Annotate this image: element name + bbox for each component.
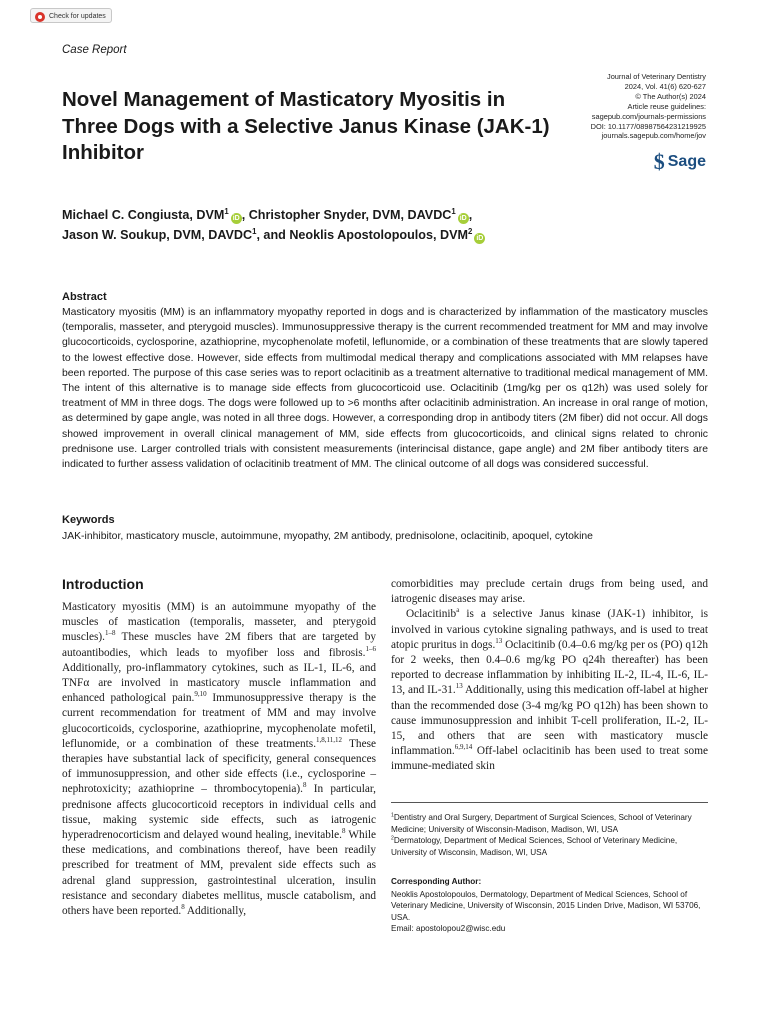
journal-citation: 2024, Vol. 41(6) 620-627 — [624, 81, 706, 91]
orcid-icon[interactable]: iD — [459, 215, 467, 222]
corresponding-author-email[interactable]: Email: apostolopou2@wisc.edu — [391, 924, 506, 934]
check-for-updates-label: Check for updates — [49, 13, 106, 20]
footnote-divider — [391, 802, 708, 803]
citation-superscript[interactable]: 8 — [302, 781, 307, 790]
author-name: Michael C. Congiusta, DVM — [62, 208, 225, 222]
permissions-link[interactable]: sagepub.com/journals-permissions — [591, 111, 706, 121]
introduction-right-column — [391, 577, 708, 775]
orcid-icon[interactable]: iD — [232, 215, 240, 222]
citation-superscript[interactable]: 9,10 — [194, 690, 207, 699]
journal-info — [591, 72, 706, 141]
affiliation-number: 2 — [391, 835, 394, 842]
corresponding-author-details — [391, 889, 708, 935]
affiliations — [391, 812, 708, 858]
publisher-logo — [654, 151, 706, 173]
journal-home-link[interactable]: journals.sagepub.com/home/jov — [601, 131, 706, 141]
citation-superscript[interactable]: 8 — [181, 903, 185, 912]
author-affiliation-marker: 1 — [224, 206, 229, 216]
journal-name: Journal of Veterinary Dentistry — [607, 72, 706, 81]
author-separator: , — [468, 208, 473, 222]
intro-paragraph-oclacitinib: Oclacitinib$^a$ is a selective Janus kinase (JAK-1) inhibitor, is involved in various cytokine signaling pathways, and is used to treat atopic pruritus in dogs.$^{13}$ Oclacitinib (0.4–0.6 mg/kg per os (PO) q12h for 2 weeks, then 0.4–0.6 mg/kg PO q24h thereafter) has been reported to decrease inflammation by inhibiting IL-2, IL-4, IL-6, IL-13, and IL-31.13 Additionally, using this medication off-label at higher than the recommended dose (3-4 mg/kg PO q12h) has been shown to cause immunosuppression and inhibit T-cell proliferation, IL-2, IL-15, and others that are seen with masticatory muscle inflammation.$^{6,9,14}$ Off-label oclacitinib has been used to treat some immune-mediated skin — [391, 606, 708, 773]
affiliation-item — [391, 835, 708, 858]
citation-superscript[interactable]: 13 — [495, 637, 503, 646]
introduction-heading: Introduction — [62, 576, 144, 592]
intro-paragraph-continued: comorbidities may preclude certain drugs from being used, and iatrogenic diseases may arise. — [391, 578, 708, 606]
article-type: Case Report — [62, 44, 127, 56]
author-name: Jason W. Soukup, DVM, DAVDC — [62, 228, 253, 242]
author-affiliation-marker: 1 — [252, 226, 257, 236]
author-list — [62, 205, 602, 245]
corresponding-author-address: Neoklis Apostolopoulos, Dermatology, Department of Medical Sciences, School of Veterinary Medicine, University of Wisconsin, 2015 Linden Drive, Madison, WI 53706, USA. — [391, 890, 701, 922]
article-title: Novel Management of Masticatory Myositis in Three Dogs with a Selective Janus Kinase (JAK-1) Inhibitor — [62, 88, 550, 164]
affiliation-number: 1 — [391, 812, 394, 819]
doi[interactable]: DOI: 10.1177/08987564231219925 — [590, 121, 706, 131]
update-icon — [35, 12, 45, 22]
author-separator: , — [241, 208, 249, 222]
abstract-text: Masticatory myositis (MM) is an inflammatory myopathy reported in dogs and is characterized by inflammation of the masticatory muscles (temporalis, masseter, and pterygoid muscles). Immunosuppressive therapy is the current recommended treatment for MM and may involve glucocorticoids, cyclosporine, azathioprine, mycophenolate mofetil, leflunomide, or a combination of these treatments that are slowly tapered to the lowest effective dose. However, side effects from multimodal medical therapy and complications associated with MM relapses have been reported. The purpose of this case series was to report oclacitinib as a treatment alternative to traditional medical management of MM. The intent of this alternative is to manage side effects from glucocorticoid use. Oclacitinib (1mg/kg per os q12h) was used solely for treatment of MM in three dogs. The dogs were followed up to >6 months after oclacitinib administration. An increase in oral range of motion, as determined by gape angle, was noted in all three dogs. However, a corresponding drop in antibody titers (2M fiber) did not occur. All dogs showed improvement in overall clinical management of MM, side effects from glucocorticoids, and clinical signs related to chronic prednisone use. Larger controlled trials with consistent measurements (interincisal distance, gape angle) and 2M fiber antibody titers are indicated to further assess validation of oclacitinib treatment of MM. The clinical outcome of all dogs was considered successful. — [62, 307, 708, 471]
keywords-text: JAK-inhibitor, masticatory muscle, autoimmune, myopathy, 2M antibody, prednisolone, oclacitinib, apoquel, cytokine — [62, 531, 593, 542]
orcid-icon[interactable]: iD — [476, 235, 484, 242]
affiliation-text: Dentistry and Oral Surgery, Department of Surgical Sciences, School of Veterinary Medicine; University of Wisconsin-Madison, Madison, WI, USA — [391, 813, 692, 834]
citation-superscript[interactable]: 1–6 — [365, 644, 376, 653]
introduction-left-column: Masticatory myositis (MM) is an autoimmune myopathy of the muscles of mastication (temporalis, masseter, and pterygoid muscles).$^{1-8}$ These muscles have 2M fibers that are targeted by autoantibodies, which leads to myofiber loss and fibrosis.$^{1-6}$ Additionally, pro-inflammatory cytokines, such as IL-1, IL-6, and TNFα are involved in masticatory muscle inflammation and enhanced pathological pain.$^{9,10}$ Immunosuppressive therapy is the current recommendation for treatment of MM and may involve glucocorticoids, cyclosporine, azathioprine, mycophenolate mofetil, leflunomide, or a combination of these treatments.$^{1,8,11,12}$ These therapies have substantial lack of specificity, general consequences of immunosuppression, and other side effects (i.e., cyclosporine – nephrotoxicity; azathioprine – thrombocytopenia).$^8$ In particular, prednisone affects glucocorticoid receptors in individual cells and tissue, making systemic side effects, such as iatrogenic hyperadrenocorticism and delayed wound healing, inevitable.$^8$ While these medications, and combinations thereof, have been readily prescribed for treatment of MM, prevalent side effects such as adrenal gland suppression, gastrointestinal ulceration, insulin resistance and secondary diabetes mellitus, muscle catabolism, and others have been reported.$^8$ Additionally, — [62, 601, 377, 918]
author-affiliation-marker: 1 — [451, 206, 456, 216]
copyright: © The Author(s) 2024 — [635, 91, 706, 101]
citation-superscript[interactable]: 6,9,14 — [454, 743, 473, 752]
citation-superscript[interactable]: 1,8,11,12 — [316, 736, 343, 745]
citation-superscript[interactable]: 1–8 — [104, 629, 116, 638]
corresponding-author-heading: Corresponding Author: — [391, 877, 482, 886]
author-name: Christopher Snyder, DVM, DAVDC — [248, 208, 452, 222]
reuse-guidelines: Article reuse guidelines: — [627, 101, 706, 111]
check-for-updates-badge[interactable] — [30, 8, 112, 23]
citation-superscript[interactable]: 8 — [341, 827, 346, 836]
author-name: Neoklis Apostolopoulos, DVM — [289, 228, 468, 242]
abstract-heading: Abstract — [62, 291, 107, 303]
citation-superscript[interactable]: a — [456, 606, 460, 615]
affiliation-item — [391, 812, 708, 835]
author-separator: , and — [256, 228, 290, 242]
affiliation-text: Dermatology, Department of Medical Sciences, School of Veterinary Medicine, University of Wisconsin, Madison, WI, USA — [391, 836, 678, 857]
sage-s-logo-icon: $ — [653, 149, 665, 174]
author-affiliation-marker: 2 — [467, 226, 473, 236]
keywords-heading: Keywords — [62, 514, 115, 526]
publisher-name: Sage — [667, 153, 706, 170]
citation-superscript[interactable]: 13 — [455, 682, 463, 691]
